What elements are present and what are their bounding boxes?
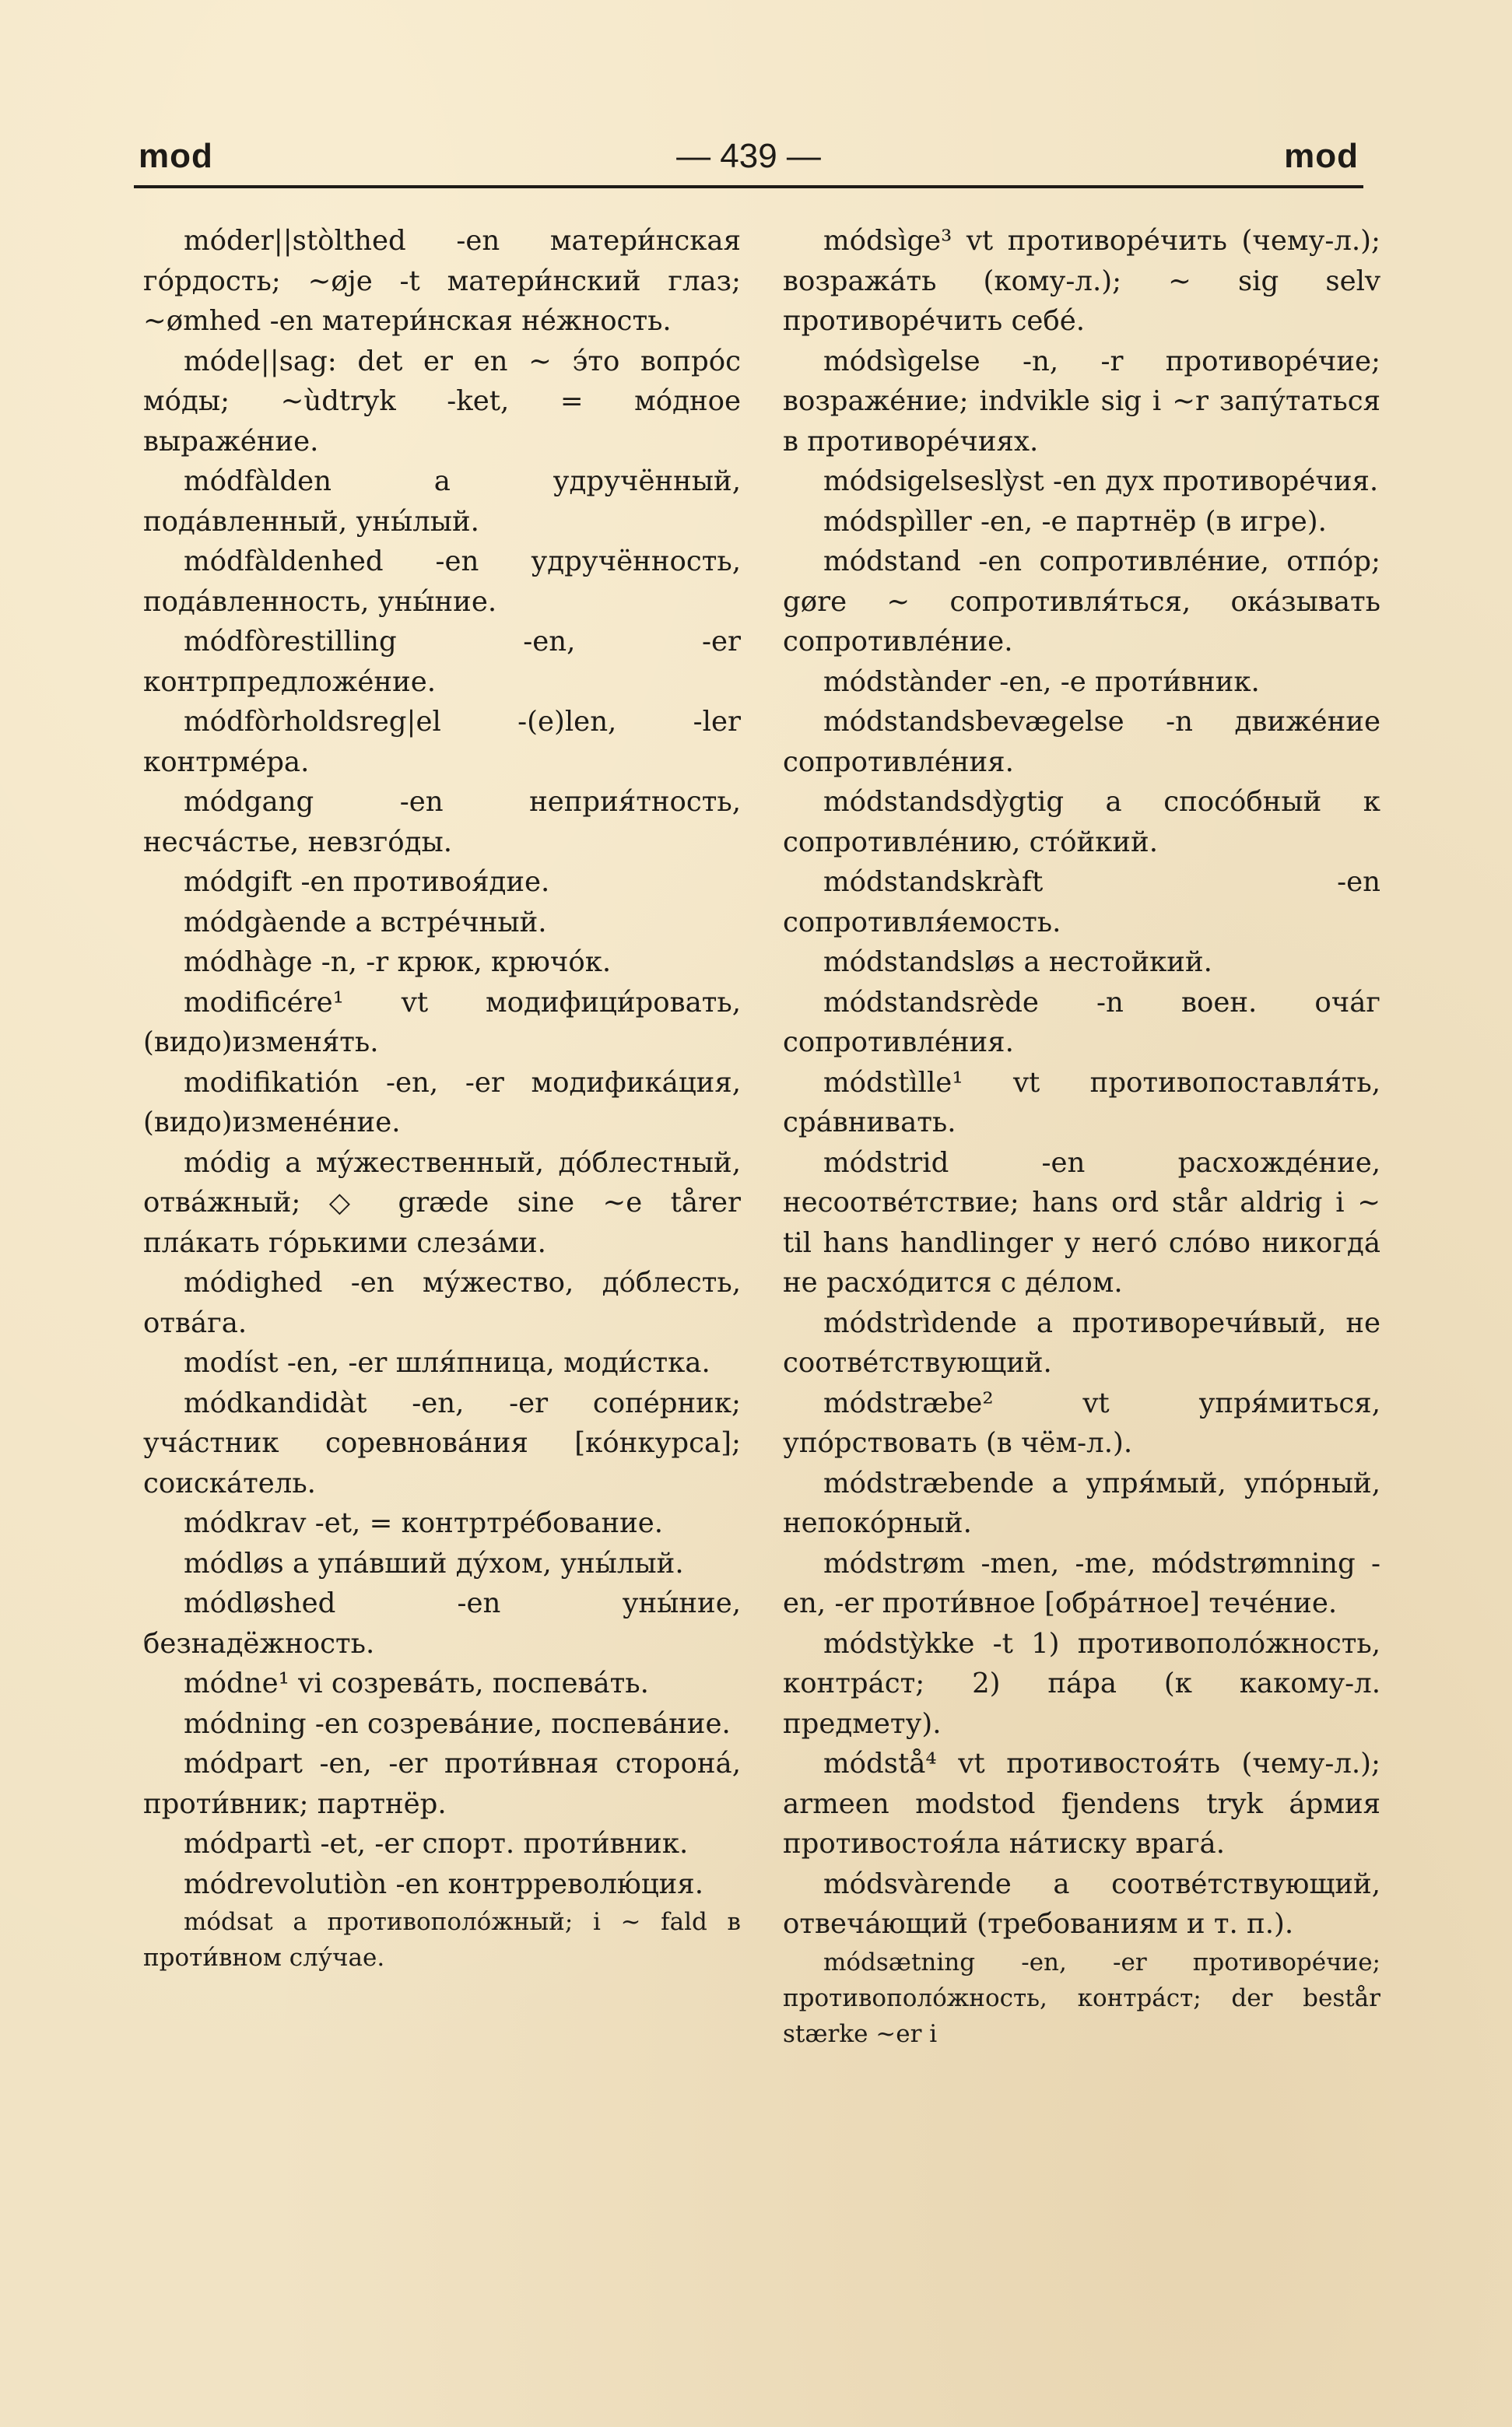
dictionary-entry: módstrid -en расхожде́ние, несоотве́тствие; hans ord står aldrig i ~ til hans handlinger у него́ сло́во никогда́ не расхо́дится с де́лом. bbox=[783, 1146, 1390, 1299]
dictionary-entry: módpart -en, -er проти́вная сторона́, проти́вник; партнёр. bbox=[143, 1748, 750, 1820]
dictionary-entry: módsætning -en, -er противоре́чие; противополо́жность, контра́ст; der består stærke ~er i bbox=[783, 1948, 1388, 2048]
dictionary-entry: módspìller -en, -e партнёр (в игре). bbox=[823, 505, 1327, 538]
page-number: — 439 — bbox=[676, 137, 821, 175]
dictionary-entry: módsìge³ vt противоре́чить (чему-л.); возража́ть (кому-л.); ~ sig selv противоре́чить себе́. bbox=[783, 225, 1390, 337]
dictionary-entry: modíst -en, -er шля́пница, моди́стка. bbox=[184, 1347, 710, 1379]
running-header bbox=[134, 137, 1363, 191]
dictionary-entry: módfòrestilling -en, -er контрпредложе́ние. bbox=[143, 626, 750, 698]
dictionary-entry: móder||stòlthed -en матери́нская го́рдость; ~øje -t матери́нский глаз; ~ømhed -en матери́нская не́жность. bbox=[143, 225, 750, 337]
dictionary-entry: módkrav -et, = контртре́бование. bbox=[184, 1507, 664, 1539]
dictionary-entry: módstrøm -men, -me, módstrømning -en, -er проти́вное [обра́тное] тече́ние. bbox=[783, 1547, 1380, 1619]
dictionary-entry: modifikatión -en, -er модифика́ция, (видо)измене́ние. bbox=[143, 1066, 750, 1138]
dictionary-entry: módighed -en му́жество, до́блесть, отва́га. bbox=[143, 1267, 750, 1339]
dictionary-entry: módstræbende a упря́мый, упо́рный, непоко́рный. bbox=[783, 1467, 1390, 1539]
dictionary-entry: módfàldenhed -en удручённость, пода́вленность, уны́ние. bbox=[143, 545, 750, 618]
dictionary-entry: módgift -en противоя́дие. bbox=[184, 866, 550, 898]
dictionary-entry: módløs a упа́вший ду́хом, уны́лый. bbox=[184, 1547, 684, 1580]
dictionary-entry: módning -en созрева́ние, поспева́ние. bbox=[184, 1707, 731, 1740]
dictionary-entry: módløshed -en уны́ние, безнадёжность. bbox=[143, 1587, 750, 1660]
dictionary-entry: módkandidàt -en, -er сопе́рник; уча́стник соревнова́ния [ко́нкурса]; соиска́тель. bbox=[143, 1387, 750, 1499]
dictionary-entry: módstå⁴ vt противостоя́ть (чему-л.); armeen modstod fjendens tryk а́рмия противостоя́ла на́тиску врага́. bbox=[783, 1748, 1390, 1860]
dictionary-entry: módhàge -n, -r крюк, крючо́к. bbox=[184, 946, 612, 978]
dictionary-entry: módstandsdỳgtig a спосо́бный к сопротивле́нию, сто́йкий. bbox=[783, 786, 1390, 858]
right-column bbox=[783, 221, 1390, 2213]
left-column bbox=[143, 221, 750, 2213]
dictionary-entry: módsvàrende a соотве́тствующий, отвеча́ющий (требованиям и т. п.). bbox=[783, 1868, 1390, 1940]
dictionary-entry: módsat a противополо́жный; i ~ fald в проти́вном слу́чае. bbox=[143, 1908, 749, 1972]
dictionary-entry: módstræbe² vt упря́миться, упо́рствовать (в чём-л.). bbox=[783, 1387, 1390, 1459]
dictionary-entry: módsìgelse -n, -r противоре́чие; возраже́ние; indvikle sig i ~r запу́таться в противоре́чиях. bbox=[783, 345, 1390, 458]
left-guide-word: mod bbox=[139, 137, 213, 175]
right-guide-word: mod bbox=[1284, 137, 1359, 175]
dictionary-entry: módstandskràft -en сопротивля́емость. bbox=[783, 866, 1390, 938]
dictionary-entry: módstand -en сопротивле́ние, отпо́р; gøre ~ сопротивля́ться, ока́зывать сопротивле́ние. bbox=[783, 545, 1390, 658]
dictionary-entry: módstànder -en, -e проти́вник. bbox=[823, 665, 1260, 698]
dictionary-entry: módpartì -et, -er спорт. проти́вник. bbox=[184, 1828, 689, 1860]
dictionary-entry: módstandsløs a нестойкий. bbox=[823, 946, 1212, 978]
dictionary-entry: módstỳkke -t 1) противополо́жность, контра́ст; 2) па́ра (к какому-л. предмету). bbox=[783, 1627, 1390, 1740]
dictionary-entry: módsigelseslỳst -en дух противоре́чия. bbox=[823, 465, 1379, 497]
header-rule bbox=[134, 185, 1363, 188]
dictionary-entry: móde||sag: det er en ~ э́то вопро́с мо́ды; ~ùdtryk -ket, = мо́дное выраже́ние. bbox=[143, 345, 750, 458]
dictionary-entry: módgang -en неприя́тность, несча́стье, невзго́ды. bbox=[143, 786, 750, 858]
dictionary-entry: modificére¹ vt модифици́ровать, (видо)изменя́ть. bbox=[143, 986, 750, 1058]
dictionary-entry: módrevolutiòn -en контрреволю́ция. bbox=[184, 1868, 703, 1900]
dictionary-entry: módfàlden a удручённый, пода́вленный, уны́лый. bbox=[143, 465, 750, 538]
dictionary-entry: módstandsbevægelse -n движе́ние сопротивле́ния. bbox=[783, 706, 1390, 778]
dictionary-entry: módne¹ vi созрева́ть, поспева́ть. bbox=[184, 1668, 649, 1699]
dictionary-entry: módig a му́жественный, до́блестный, отва́жный; ◇ græde sine ~e tårer пла́кать го́рькими слеза́ми. bbox=[143, 1146, 750, 1259]
dictionary-entry: módstìlle¹ vt противопоставля́ть, сра́внивать. bbox=[783, 1066, 1390, 1138]
dictionary-entry: módfòrholdsreg|el -(e)len, -ler контрме́ра. bbox=[143, 706, 750, 778]
dictionary-entry: módstandsrède -n воен. оча́г сопротивле́ния. bbox=[783, 986, 1390, 1058]
dictionary-entry: módstrìdende a противоречи́вый, не соотве́тствующий. bbox=[783, 1306, 1390, 1379]
dictionary-entry: módgàende a встре́чный. bbox=[184, 906, 547, 938]
